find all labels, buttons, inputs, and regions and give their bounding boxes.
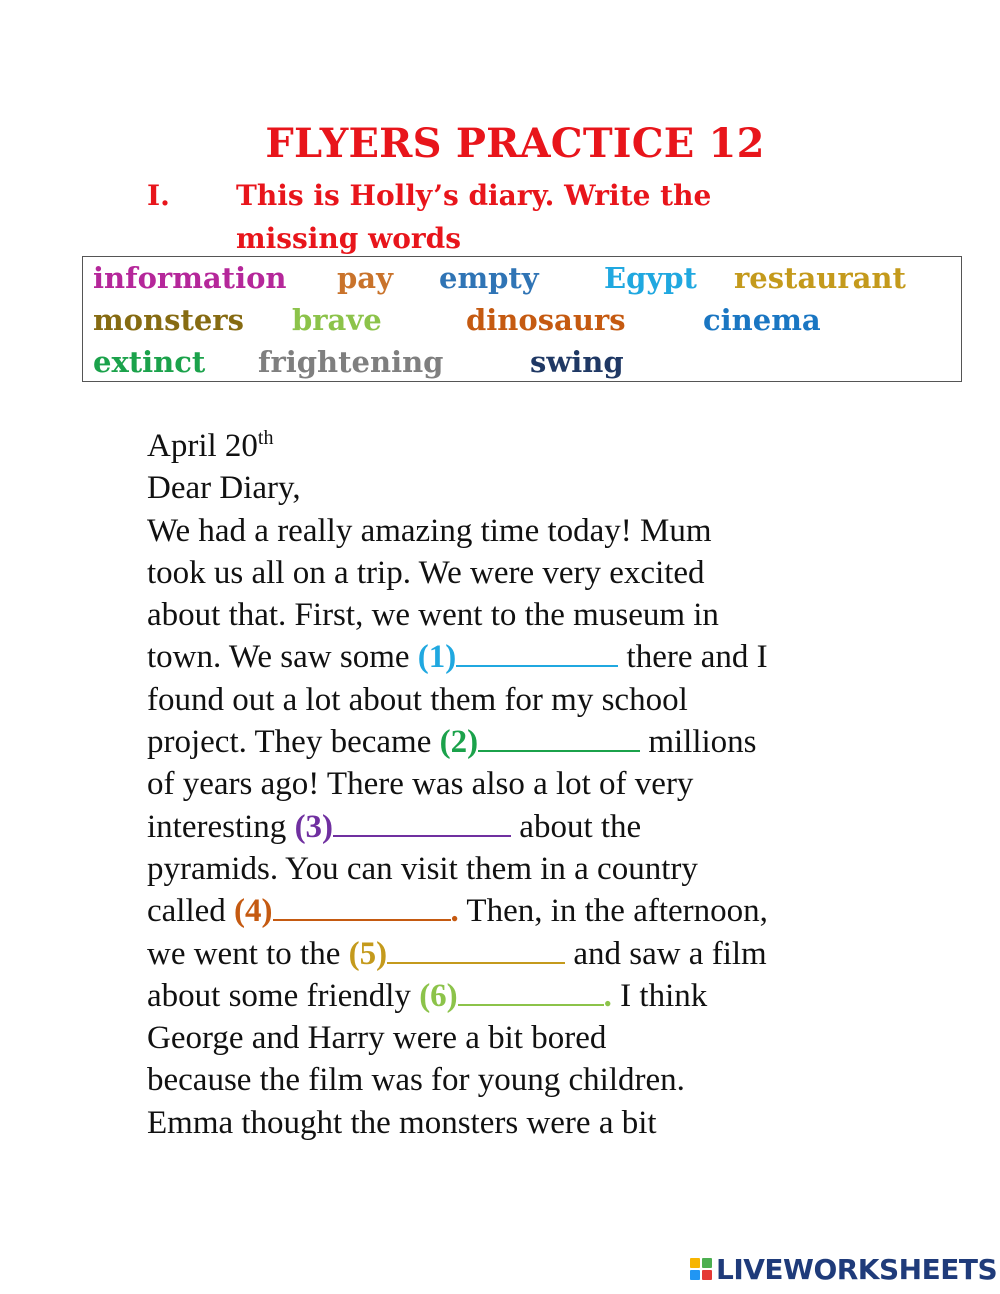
word-bank-item: swing <box>530 345 624 379</box>
gap-6[interactable]: (6) . <box>419 978 612 1014</box>
diary-line: pyramids. You can visit them in a country <box>147 850 698 887</box>
instruction-line-2: missing words <box>236 222 461 255</box>
diary-line: called (4) . Then, in the afternoon, <box>147 890 907 932</box>
diary-line: about that. First, we went to the museum in <box>147 597 719 634</box>
word-bank-item: Egypt <box>604 261 697 295</box>
diary-line: of years ago! There was also a lot of very <box>147 766 694 803</box>
word-bank-item: information <box>93 261 287 295</box>
liveworksheets-logo-icon <box>690 1258 712 1280</box>
word-bank-item: dinosaurs <box>466 303 626 337</box>
worksheet-title: FLYERS PRACTICE 12 <box>265 120 765 167</box>
word-bank-item: empty <box>439 261 539 295</box>
gap-4[interactable]: (4) . <box>234 893 459 929</box>
word-bank <box>82 256 962 382</box>
diary-date: April 20th <box>147 427 274 464</box>
diary-line: we went to the (5) and saw a film <box>147 933 907 975</box>
diary-text <box>147 425 907 1144</box>
liveworksheets-logo[interactable] <box>690 1252 998 1286</box>
instruction-number: I. <box>147 179 170 212</box>
instruction-text <box>236 174 836 260</box>
word-bank-item: cinema <box>703 303 821 337</box>
diary-line: because the film was for young children. <box>147 1062 685 1099</box>
word-bank-item: restaurant <box>734 261 906 295</box>
gap-1[interactable]: (1) <box>418 639 618 675</box>
diary-line: Emma thought the monsters were a bit <box>147 1104 657 1141</box>
word-bank-item: frightening <box>258 345 444 379</box>
word-bank-item: brave <box>292 303 382 337</box>
diary-line: project. They became (2) millions <box>147 721 907 763</box>
word-bank-item: pay <box>337 261 393 295</box>
instruction-line-1: This is Holly’s diary. Write the <box>236 179 712 212</box>
logo-text: LIVEWORKSHEETS <box>716 1252 998 1286</box>
word-bank-item: monsters <box>93 303 244 337</box>
diary-line: took us all on a trip. We were very excited <box>147 554 705 591</box>
gap-2[interactable]: (2) <box>440 724 640 760</box>
word-bank-item: extinct <box>93 345 206 379</box>
diary-line: George and Harry were a bit bored <box>147 1020 607 1057</box>
diary-line: interesting (3) about the <box>147 806 907 848</box>
diary-line: about some friendly (6) . I think <box>147 975 907 1017</box>
diary-line: We had a really amazing time today! Mum <box>147 512 712 549</box>
gap-3[interactable]: (3) <box>295 809 511 845</box>
gap-5[interactable]: (5) <box>349 936 565 972</box>
diary-line: found out a lot about them for my school <box>147 681 688 718</box>
diary-line: town. We saw some (1) there and I <box>147 636 907 678</box>
diary-greeting: Dear Diary, <box>147 470 301 507</box>
